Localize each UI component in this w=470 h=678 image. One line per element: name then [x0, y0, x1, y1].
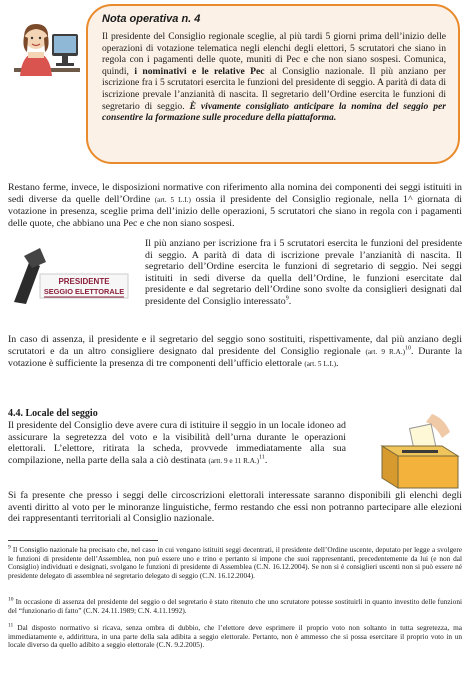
- footnote-ref-9: 9: [285, 295, 289, 302]
- note-text-part-c: al Consiglio nazionale. Il più anziano per iscrizione fra i 5 scrutatori esercita le funzioni del presidente di seggio. A parità di data di iscrizione prevale l’anzianità di nascita. Il segretario dell’Ordine esercita le funzioni di segretario di seggio.: [102, 65, 446, 112]
- note-text-part-a: Il presidente del Consiglio regionale sceglie, al più tardi 5 giorni prima dell’inizio delle operazioni di votazione telematica negli elenchi degli elettori, 5 scrutatori che siano in regola con i pagamenti delle quote, muniti di Pec e che non siano sospesi. Comunica, quindi,: [102, 31, 446, 77]
- paragraph-seat-president: Il più anziano per iscrizione fra i 5 scrutatori esercita le funzioni del presidente di seggio. A parità di data di iscrizione prevale l’anzianità di nascita. Il segretario dell’Ordine esercita le funzioni di segretario di seggio. Nei seggi istituiti in sedi diverse da quella dell’Ordine, le funzioni esercitate dal presidente e dal segretario dell’Ordine sono svolte da consiglieri designati dal presidente del Consiglio interessato$^9$.: [145, 238, 462, 307]
- operator-avatar-icon: [12, 16, 82, 78]
- note-text: [102, 31, 446, 124]
- stamp-line2: SEGGIO ELETTORALE: [43, 287, 125, 296]
- footnote-9-text: Il Consiglio nazionale ha precisato che, nel caso in cui vengano istituiti seggi decentrati, il presidente dell’Ordine uscente, deputato per legge a svolgere le funzioni di presidente dell’Assemblea, non può essere uno e trino e pertanto si impone che suoi rappresentanti, precedentemente da lui (e non dal Consiglio) individuati e designati, svolgano le funzioni di presidente di Assemblea (C.N. 16.12.2004). Se non si è consiglieri uscenti non si può essere né presidente delegato di assemblea né segretario delegato di seggio (C.N. 16.12.2004).: [8, 545, 463, 580]
- footnote-separator: [8, 540, 158, 541]
- section-heading: 4.4. Locale del seggio: [8, 408, 98, 419]
- p1-text-a: Restano ferme, invece, le disposizioni normative con riferimento alla nomina dei componenti dei seggi istituiti in sedi diverse da quelle dell’Ordine: [8, 182, 462, 205]
- operational-note-box: [86, 4, 460, 164]
- p4-reference: (artt. 9 e 11 R.A.): [208, 456, 260, 465]
- paragraph-absence: In caso di assenza, il presidente e il segretario del seggio sono sostituiti, rispettivamente, dal più anziano degli scrutatori e da un altro consigliere designato dal presidente del Consiglio regionale (art. 9 R.A.)$^{10}$. Durante la votazione è sufficiente la presenza di tre componenti dell’ufficio elettorale (art. 5 L.I.).: [8, 334, 462, 370]
- paragraph-polling-room: Il presidente del Consiglio deve avere cura di istituire il seggio in un locale idoneo ad assicurare la segretezza del voto e la visibilità dell’urna durante le operazioni elettorali. L’elettore, ritirata la scheda, provvede immediatamente alla sua compilazione, nella parte della sala a ciò destinata (artt. 9 e 11 R.A.)$^{11}$.: [8, 420, 346, 466]
- footnote-ref-10: 10: [405, 345, 412, 352]
- paragraph-seat-appointment: [8, 182, 462, 229]
- footnote-11: [8, 624, 462, 650]
- p1-reference: (art. 5 L.I.): [154, 195, 191, 204]
- p3-reference-2: (art. 5 L.I.): [304, 360, 337, 369]
- p1-text-b: ossia il presidente del Consiglio regionale, nella 1^ giornata di votazione in presenza, sceglie prima dell’inizio delle operazioni, 5 scrutatori che siano in regola con i pagamenti delle quote, che abbiano una Pec e che non siano sospesi.: [8, 193, 463, 229]
- footnote-10: [8, 598, 462, 615]
- ballot-box-image: [372, 412, 464, 490]
- footnote-9-number: 9: [8, 544, 11, 551]
- footnote-9: [8, 546, 462, 580]
- footnote-11-number: 11: [8, 622, 14, 629]
- stamp-line1: PRESIDENTE: [58, 277, 110, 286]
- p3-text-b: . Durante la votazione è sufficiente la presenza di tre componenti dell’ufficio elettorale: [8, 345, 462, 370]
- presidente-seggio-stamp-image: [10, 248, 132, 306]
- note-text-emphasis: È vivamente consigliato anticipare la nomina del seggio per consentire la formazione sulle procedure della piattaforma.: [102, 100, 446, 124]
- p4-text: Il presidente del Consiglio deve avere cura di istituire il seggio in un locale idoneo ad assicurare la segretezza del voto e la visibilità dell’urna durante le operazioni elettorali. L’elettore, ritirata la scheda, provvede immediatamente alla sua compilazione, nella parte della sala a ciò destinata: [8, 420, 346, 466]
- footnote-10-text: In occasione di assenza del presidente del seggio o del segretario è stato ritenuto che uno scrutatore potesse sostituirli in quanto investito delle funzioni del “funzionario di fatto” (C.N. 24.11.1989; C.N. 4.11.1992).: [8, 597, 462, 615]
- note-title: Nota operativa n. 4: [102, 13, 201, 25]
- footnote-11-text: Dal disposto normativo si ricava, senza ombra di dubbio, che l’elettore deve esprimere il proprio voto non soltanto in tutta segretezza, ma immediatamente e, addirittura, in una parte della sala adibita a seggio elettorale. Pertanto, non è ammesso che si possa esercitare il proprio voto in un locale diverso da quello adibito a seggio elettorale (C.N. 9.2.2005).: [8, 623, 462, 650]
- footnote-ref-11: 11: [259, 454, 265, 461]
- p3-text-a: In caso di assenza, il presidente e il segretario del seggio sono sostituiti, rispettivamente, dal più anziano degli scrutatori e da un altro consigliere designato dal presidente del Consiglio regionale: [8, 334, 462, 357]
- paragraph-minorities: Si fa presente che presso i seggi delle circoscrizioni elettorali interessate saranno disponibili gli elenchi degli aventi diritto al voto per le minoranze linguistiche, fermo restando che essi non potranno partecipare alle elezioni dei rappresentanti territoriali al Consiglio nazionale.: [8, 490, 462, 525]
- note-text-bold: i nominativi e le relative Pec: [134, 65, 265, 77]
- p2-text: Il più anziano per iscrizione fra i 5 scrutatori esercita le funzioni del presidente di seggio. A parità di data di iscrizione prevale l’anzianità di nascita. Il segretario dell’Ordine esercita le funzioni di segretario di seggio. Nei seggi istituiti in sedi diverse da quella dell’Ordine, le funzioni esercitate dal presidente e dal segretario dell’Ordine sono svolte da consiglieri designati dal presidente del Consiglio interessato: [145, 238, 462, 307]
- footnote-10-number: 10: [8, 596, 14, 603]
- p3-reference: (art. 9 R.A.): [365, 347, 406, 356]
